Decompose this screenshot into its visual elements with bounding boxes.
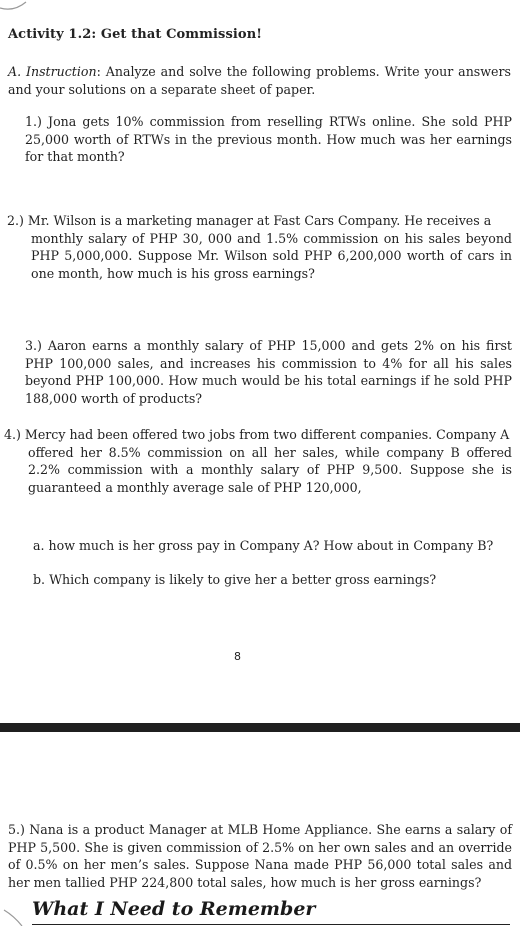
problem-2-first-line: 2.) Mr. Wilson is a marketing manager at Fast Cars Company. He receives a — [7, 213, 492, 228]
problem-2-continuation: monthly salary of PHP 30, 000 and 1.5% commission on his sales beyond PHP 5,000,000. Suppose Mr. Wilson sold PHP 6,200,000 worth of cars in one month, how much is his gross earnings? — [31, 230, 512, 281]
instruction-paragraph — [8, 63, 511, 98]
problem-1: 1.) Jona gets 10% commission from reselling RTWs online. She sold PHP 25,000 worth of RTWs in the previous month. How much was her earnings for that month? — [25, 114, 512, 164]
heading-underline — [32, 924, 510, 925]
decorative-corner-curve — [2, 906, 32, 926]
activity-title: Activity 1.2: Get that Commission! — [8, 27, 263, 42]
problem-2 — [7, 212, 512, 282]
problem-4-continuation: offered her 8.5% commission on all her sales, while company B offered 2.2% commission with a monthly salary of PHP 9,500. Suppose she is guaranteed a monthly average sale of PHP 120,000, — [28, 444, 512, 495]
page-number: 8 — [234, 650, 241, 663]
decorative-corner-curve — [0, 0, 40, 14]
problem-3: 3.) Aaron earns a monthly salary of PHP 15,000 and gets 2% on his first PHP 100,000 sales, and increases his commission to 4% for all his sales beyond PHP 100,000. How much would be his total earnings if he sold PHP 188,000 worth of products? — [25, 338, 512, 406]
problem-4 — [4, 426, 512, 496]
problem-4-first-line: 4.) Mercy had been offered two jobs from two different companies. Company A — [4, 427, 510, 442]
instruction-label: A. Instruction — [8, 64, 97, 79]
section-heading: What I Need to Remember — [32, 898, 316, 920]
problem-4a: a. how much is her gross pay in Company A? How about in Company B? — [33, 538, 494, 553]
problem-5: 5.) Nana is a product Manager at MLB Home Appliance. She earns a salary of PHP 5,500. She is given commission of 2.5% on her own sales and an override of 0.5% on her men’s sales. Suppose Nana made PHP 56,000 total sales and her men tallied PHP 224,800 total sales, how much is her gross earnings? — [8, 822, 512, 890]
problem-4b: b. Which company is likely to give her a better gross earnings? — [33, 572, 437, 587]
page-divider-bar — [0, 723, 520, 732]
instruction-text: : Analyze and solve the following problems. Write your answers and your solutions on a separate sheet of paper. — [8, 64, 511, 97]
